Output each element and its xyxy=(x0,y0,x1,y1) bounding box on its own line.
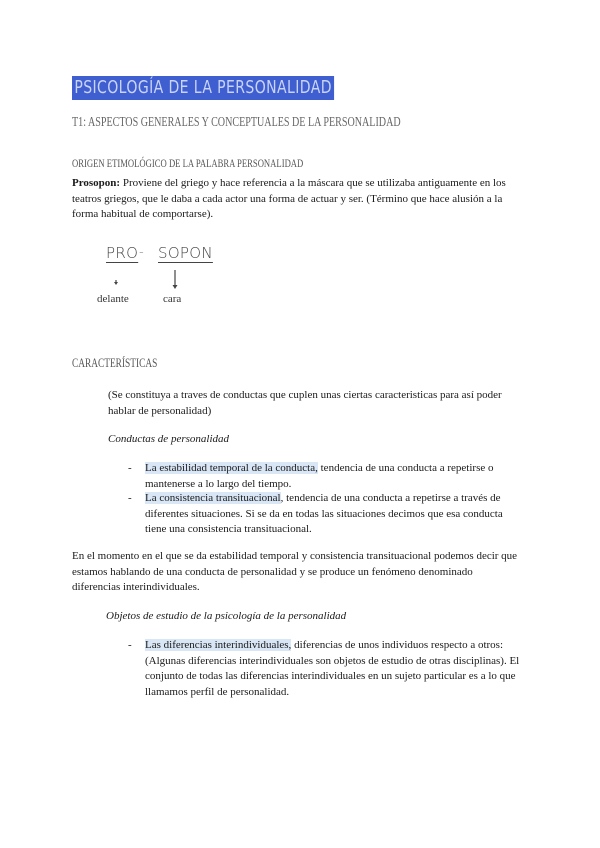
bullet-item-consistencia xyxy=(145,491,545,538)
intro-line: (Se constituya a traves de conductas que cuplen unas ciertas caracteristicas para así poder xyxy=(108,389,502,401)
highlight-text: La estabilidad temporal de la conducta, xyxy=(145,462,318,474)
definition-line: Proviene del griego y hace referencia a la máscara que se utilizaba antiguamente en los xyxy=(120,177,506,189)
intro-line: hablar de personalidad) xyxy=(108,404,212,417)
etymology-part-sopon: SOPON xyxy=(158,244,213,262)
summary-line: En el momento en el que se da estabilidad temporal y consistencia transituacional podemos decir que xyxy=(72,550,518,562)
arrow-sopon-head xyxy=(173,285,178,289)
arrow-pro-head xyxy=(114,282,118,285)
bullet-item-diferencias xyxy=(145,638,545,700)
summary-line: estamos hablando de una conducta de personalidad y se produce un fenómeno denominado xyxy=(72,565,473,578)
etymology-meaning-delante: delante xyxy=(97,293,129,305)
etymology-separator: - xyxy=(139,245,144,260)
bullet-text: diferentes situaciones. Si se da en todas las situaciones decimos que esa conducta xyxy=(145,507,503,520)
bullet-text: tiene una consistencia transituacional. xyxy=(145,523,312,535)
bullet-text: conjunto de todas las diferencias interindividuales en un sujeto particular es a lo que xyxy=(145,670,516,682)
page-subtitle: T1: ASPECTOS GENERALES Y CONCEPTUALES DE LA PERSONALIDAD xyxy=(72,115,401,130)
bullet-text: tendencia de una conducta a repetirse o xyxy=(317,462,494,474)
definition-line: forma habitual de comportarse). xyxy=(72,208,214,220)
caracteristicas-intro xyxy=(108,388,538,419)
bullet-text: , tendencia de una conducta a repetirse a través de xyxy=(280,492,501,504)
subheading-conductas: Conductas de personalidad xyxy=(108,433,229,445)
bullet-text: mantenerse a lo largo del tiempo. xyxy=(145,477,292,490)
bullet-dash: - xyxy=(128,639,132,651)
bullet-text: diferencias de unos individuos respecto a otros: xyxy=(291,639,504,651)
bullet-text: (Algunas diferencias interindividuales son objetos de estudio de otras disciplinas). El xyxy=(145,654,520,667)
highlight-text: La consistencia transituacional xyxy=(145,492,281,504)
page-title: PSICOLOGÍA DE LA PERSONALIDAD xyxy=(72,76,334,100)
bullet-text: llamamos perfil de personalidad. xyxy=(145,685,290,698)
subheading-objetos: Objetos de estudio de la psicología de la personalidad xyxy=(106,610,347,622)
definition-term: Prosopon: xyxy=(72,177,121,189)
section-heading-origen: ORIGEN ETIMOLÓGICO DE LA PALABRA PERSONALIDAD xyxy=(72,156,304,170)
definition-line: teatros griegos, que le daba a cada actor una forma de actuar y ser. (Término que hace alusión a la xyxy=(72,192,503,205)
etymology-meaning-cara: cara xyxy=(163,293,182,305)
bullet-item-estabilidad xyxy=(145,461,545,492)
origen-definition xyxy=(72,176,542,223)
bullet-dash: - xyxy=(128,462,132,474)
summary-line: diferencias interindividuales. xyxy=(72,581,200,593)
highlight-text: Las diferencias interindividuales, xyxy=(145,639,292,651)
bullet-dash: - xyxy=(128,492,132,504)
etymology-part-pro: PRO xyxy=(106,244,139,262)
summary-paragraph xyxy=(72,549,542,596)
section-heading-caracteristicas: CARACTERÍSTICAS xyxy=(72,355,158,370)
